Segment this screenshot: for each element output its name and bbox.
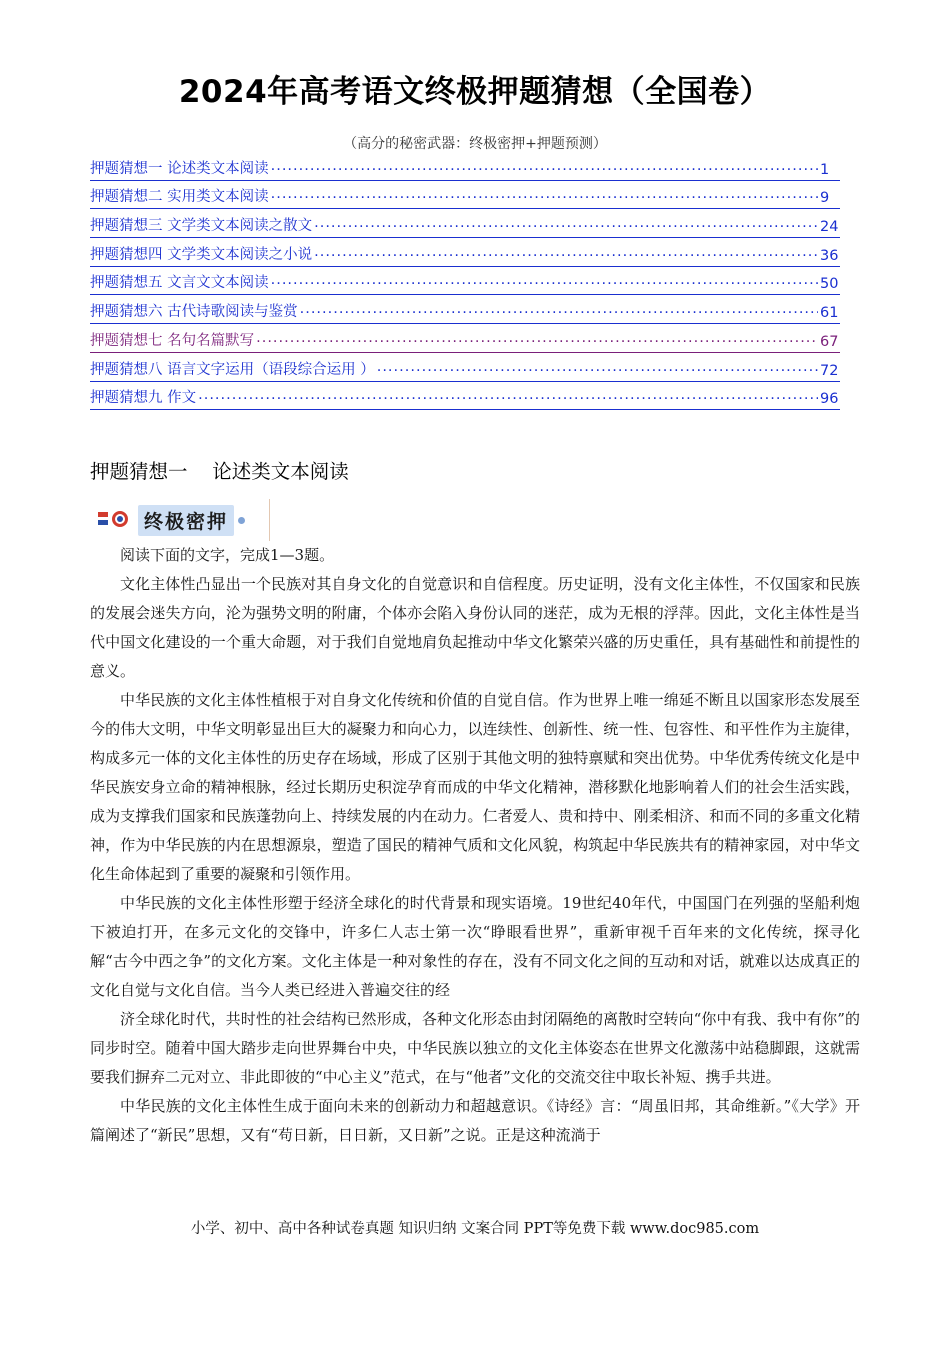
toc-page-number: 50: [820, 276, 839, 293]
toc-label: 押题猜想四 文学类文本阅读之小说: [90, 246, 313, 263]
toc-page-number: 67: [820, 333, 839, 350]
toc-leader: [198, 391, 818, 409]
toc-leader: [314, 248, 818, 266]
toc-label: 押题猜想七 名句名篇默写: [90, 332, 255, 349]
badge-divider: [269, 499, 270, 541]
toc-page-number: 9: [820, 190, 830, 207]
toc-link-3[interactable]: [90, 209, 840, 238]
page-footer: 小学、初中、高中各种试卷真题 知识归纳 文案合同 PPT等免费下载 www.doc985.com: [190, 1221, 760, 1237]
toc-label: 押题猜想六 古代诗歌阅读与鉴赏: [90, 304, 298, 321]
toc-leader: [271, 162, 818, 180]
toc-leader: [256, 334, 818, 352]
toc-page-number: 24: [820, 219, 839, 236]
toc-leader: [300, 305, 818, 323]
toc-leader: [271, 276, 818, 294]
toc-label: 押题猜想九 作文: [90, 390, 197, 407]
passage-paragraph: 济全球化时代，共时性的社会结构已然形成，各种文化形态由封闭隔绝的离散时空转向“你中有我、我中有你”的同步时空。随着中国大踏步走向世界舞台中央，中华民族以独立的文化主体姿态在世界文化激荡中站稳脚跟，这就需要我们摒弃二元对立、非此即彼的“中心主义”范式，在与“他者”文化的交流交往中取长补短、携手共进。: [90, 1010, 860, 1086]
section-heading: 押题猜想一 论述类文本阅读: [90, 460, 349, 483]
toc-link-5[interactable]: [90, 267, 840, 296]
toc-link-7[interactable]: [90, 324, 840, 353]
toc-label: 押题猜想一 论述类文本阅读: [90, 160, 269, 177]
toc-page-number: 1: [820, 161, 830, 178]
passage-paragraph: 中华民族的文化主体性生成于面向未来的创新动力和超越意识。《诗经》言：“周虽旧邦，其命维新。”《大学》开篇阐述了“新民”思想，又有“苟日新，日日新，又日新”之说。正是这种流淌于: [90, 1097, 860, 1144]
badge-label: 终极密押: [138, 505, 234, 536]
table-of-contents: [90, 152, 840, 410]
badge-dot-icon: [238, 517, 245, 524]
page-subtitle: （高分的秘密武器：终极密押+押题预测）: [343, 136, 607, 152]
reading-passage: [90, 541, 860, 1150]
toc-link-4[interactable]: [90, 238, 840, 267]
passage-paragraph: 中华民族的文化主体性形塑于经济全球化的时代背景和现实语境。19世纪40年代，中国国门在列强的坚船利炮下被迫打开，在多元文化的交锋中，许多仁人志士第一次“睁眼看世界”，重新审视千百年来的文化传统，探寻化解“古今中西之争”的文化方案。文化主体是一种对象性的存在，没有不同文化之间的互动和对话，就难以达成真正的文化自觉与文化自信。当今人类已经进入普遍交往的经: [90, 894, 860, 999]
toc-page-number: 72: [820, 362, 839, 379]
toc-link-6[interactable]: [90, 295, 840, 324]
target-icon: [94, 502, 138, 538]
toc-link-9[interactable]: [90, 382, 840, 411]
toc-leader: [377, 363, 818, 381]
toc-link-8[interactable]: [90, 353, 840, 382]
final-prediction-badge: [94, 499, 270, 541]
toc-label: 押题猜想二 实用类文本阅读: [90, 189, 269, 206]
toc-leader: [271, 190, 818, 208]
passage-paragraph: 文化主体性凸显出一个民族对其自身文化的自觉意识和自信程度。历史证明，没有文化主体性，不仅国家和民族的发展会迷失方向，沦为强势文明的附庸，个体亦会陷入身份认同的迷茫，成为无根的浮萍。因此，文化主体性是当代中国文化建设的一个重大命题，对于我们自觉地肩负起推动中华文化繁荣兴盛的历史重任，具有基础性和前提性的意义。: [90, 575, 860, 680]
toc-page-number: 36: [820, 247, 839, 264]
toc-page-number: 61: [820, 305, 839, 322]
toc-label: 押题猜想三 文学类文本阅读之散文: [90, 218, 313, 235]
toc-link-1[interactable]: [90, 152, 840, 181]
toc-label: 押题猜想八 语言文字运用（语段综合运用 ）: [90, 361, 375, 378]
toc-label: 押题猜想五 文言文文本阅读: [90, 275, 269, 292]
passage-paragraph: 中华民族的文化主体性植根于对自身文化传统和价值的自觉自信。作为世界上唯一绵延不断且以国家形态发展至今的伟大文明，中华文明彰显出巨大的凝聚力和向心力，以连续性、创新性、统一性、包容性、和平性作为主旋律，构成多元一体的文化主体性的历史存在场域，形成了区别于其他文明的独特禀赋和突出优势。中华优秀传统文化是中华民族安身立命的精神根脉，经过长期历史积淀孕育而成的中华文化精神，潜移默化地影响着人们的社会生活实践，成为支撑我们国家和民族蓬勃向上、持续发展的内在动力。仁者爱人、贵和持中、刚柔相济、和而不同的多重文化精神，作为中华民族的内在思想源泉，塑造了国民的精神气质和文化风貌，构筑起中华民族共有的精神家园，对中华文化生命体起到了重要的凝聚和引领作用。: [90, 691, 860, 883]
toc-page-number: 96: [820, 391, 839, 408]
toc-leader: [314, 219, 818, 237]
toc-link-2[interactable]: [90, 181, 840, 210]
instruction-paragraph: 阅读下面的文字，完成1—3题。: [120, 546, 335, 564]
page-title: 2024年高考语文终极押题猜想（全国卷）: [178, 74, 772, 110]
